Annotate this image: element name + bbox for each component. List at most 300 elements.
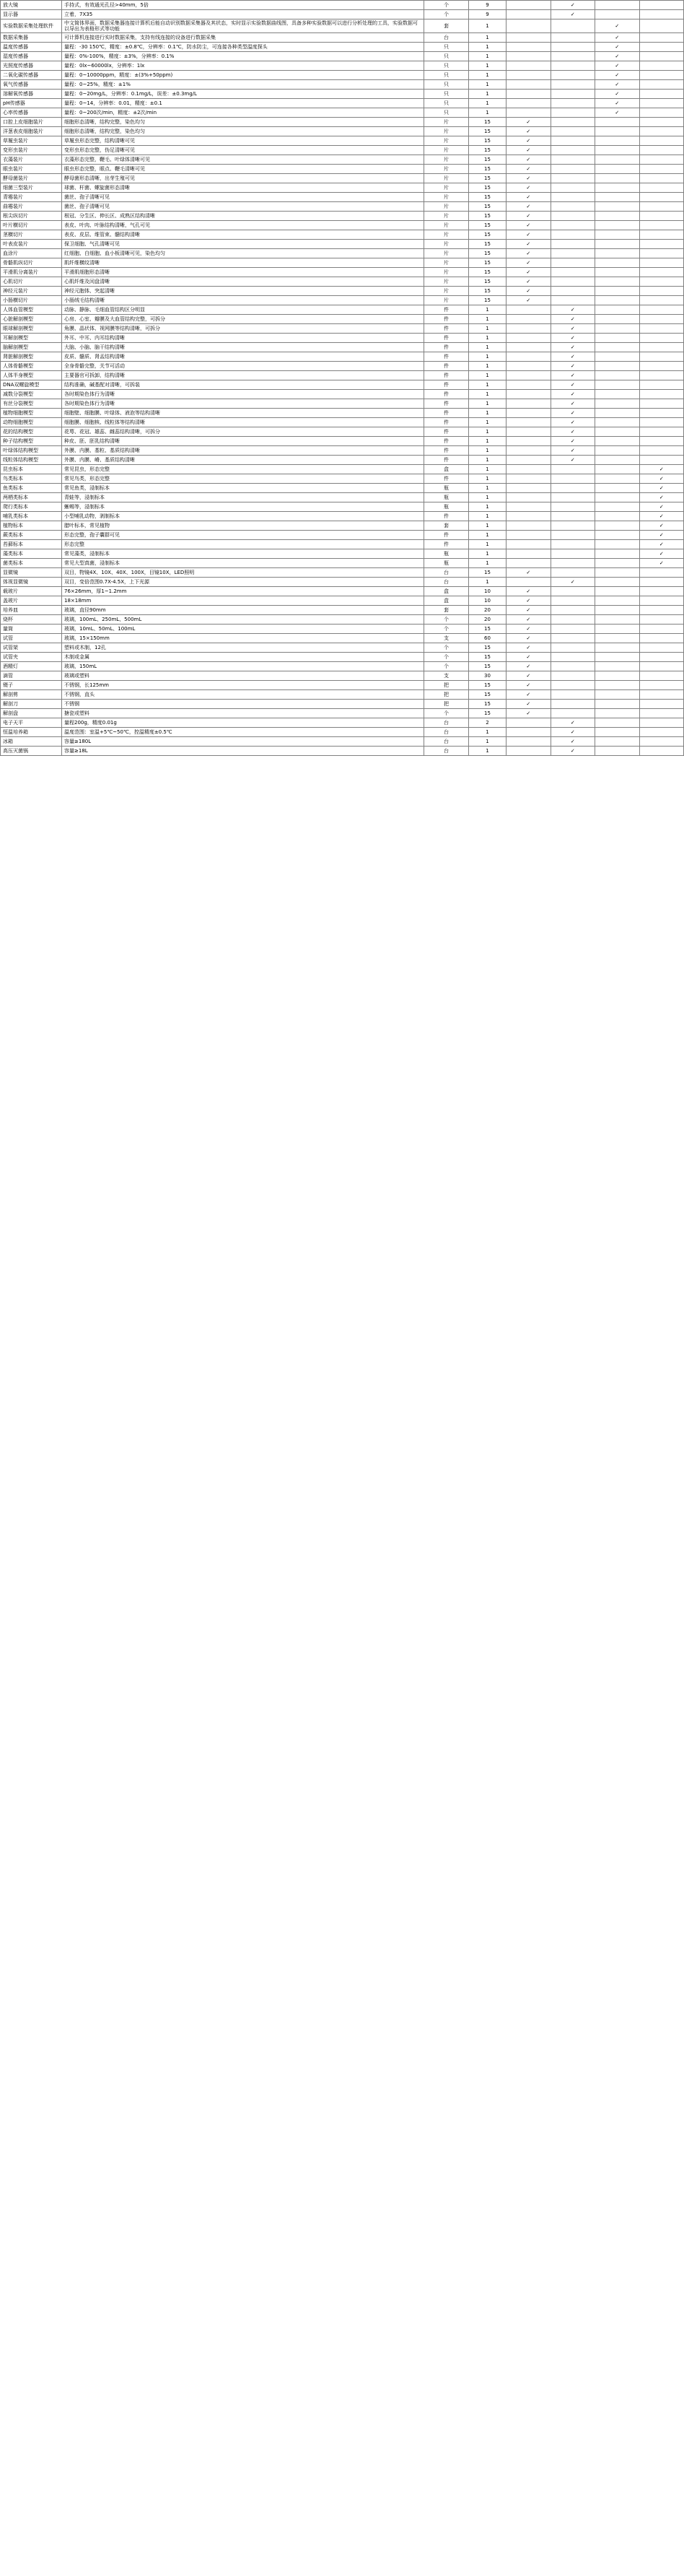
check-cell	[639, 296, 684, 305]
item-qty: 1	[469, 540, 507, 549]
item-unit: 瓶	[424, 502, 469, 512]
item-name: 蕨类标本	[1, 531, 62, 540]
check-cell	[639, 324, 684, 334]
table-row	[1, 155, 684, 165]
item-qty: 1	[469, 456, 507, 465]
check-cell	[595, 19, 640, 33]
check-cell	[551, 33, 595, 43]
check-cell	[507, 1, 551, 10]
item-spec: 花萼、花冠、雄蕊、雌蕊结构清晰，可拆分	[62, 427, 424, 437]
item-spec: 搪瓷或塑料	[62, 709, 424, 718]
check-cell	[507, 202, 551, 212]
check-cell	[551, 343, 595, 352]
check-mark-icon: ✓	[659, 485, 664, 491]
item-name: 衣藻装片	[1, 155, 62, 165]
item-spec: 神经元胞体、突起清晰	[62, 287, 424, 296]
check-cell	[507, 146, 551, 155]
check-mark-icon: ✓	[659, 495, 664, 500]
check-cell	[551, 718, 595, 728]
check-mark-icon: ✓	[570, 335, 575, 341]
check-cell	[595, 52, 640, 61]
item-spec: 小型哺乳动物，剥制标本	[62, 512, 424, 521]
check-mark-icon: ✓	[526, 129, 531, 134]
check-mark-icon: ✓	[526, 232, 531, 238]
check-mark-icon: ✓	[526, 185, 531, 191]
check-cell	[507, 305, 551, 315]
check-cell	[551, 559, 595, 568]
check-cell	[551, 465, 595, 474]
check-mark-icon: ✓	[526, 682, 531, 688]
check-cell	[551, 587, 595, 596]
item-unit: 件	[424, 343, 469, 352]
item-name: 鱼类标本	[1, 484, 62, 493]
check-cell	[639, 643, 684, 653]
check-cell	[639, 737, 684, 747]
check-cell	[507, 493, 551, 502]
check-mark-icon: ✓	[570, 457, 575, 463]
check-mark-icon: ✓	[526, 213, 531, 219]
item-unit: 件	[424, 456, 469, 465]
check-cell	[507, 728, 551, 737]
check-cell	[551, 700, 595, 709]
item-qty: 15	[469, 240, 507, 249]
check-mark-icon: ✓	[526, 157, 531, 162]
check-cell	[551, 80, 595, 90]
check-cell	[595, 268, 640, 277]
check-cell	[595, 653, 640, 662]
item-qty: 20	[469, 615, 507, 625]
check-cell	[507, 418, 551, 427]
item-name: 洋葱表皮细胞装片	[1, 127, 62, 136]
item-unit: 个	[424, 662, 469, 671]
item-qty: 15	[469, 296, 507, 305]
item-qty: 15	[469, 193, 507, 202]
check-cell	[595, 146, 640, 155]
check-cell	[595, 136, 640, 146]
check-cell	[595, 465, 640, 474]
check-mark-icon: ✓	[526, 692, 531, 697]
item-spec: 动脉、静脉、毛细血管结构区分明显	[62, 305, 424, 315]
check-cell	[639, 33, 684, 43]
item-name: 解剖刀	[1, 700, 62, 709]
item-qty: 15	[469, 127, 507, 136]
item-spec: 平滑肌细胞形态清晰	[62, 268, 424, 277]
check-cell	[551, 10, 595, 19]
check-cell	[639, 578, 684, 587]
item-spec: 蜥蜴等，浸制标本	[62, 502, 424, 512]
check-cell	[595, 615, 640, 625]
check-cell	[639, 531, 684, 540]
check-cell	[595, 352, 640, 362]
item-spec: 量程：0~200次/min，精度：±2次/min	[62, 108, 424, 118]
item-unit: 件	[424, 315, 469, 324]
item-name: 鸟类标本	[1, 474, 62, 484]
check-cell	[595, 127, 640, 136]
item-name: 线粒体结构模型	[1, 456, 62, 465]
table-row	[1, 437, 684, 446]
check-cell	[595, 99, 640, 108]
check-cell	[551, 258, 595, 268]
check-cell	[595, 324, 640, 334]
item-unit: 支	[424, 671, 469, 681]
item-unit: 只	[424, 43, 469, 52]
item-spec: 菌丝、孢子清晰可见	[62, 202, 424, 212]
table-row	[1, 662, 684, 671]
check-cell	[551, 90, 595, 99]
item-name: 花的结构模型	[1, 427, 62, 437]
check-cell	[639, 305, 684, 315]
table-row	[1, 352, 684, 362]
item-qty: 1	[469, 559, 507, 568]
check-cell	[507, 352, 551, 362]
item-qty: 1	[469, 446, 507, 456]
check-cell	[551, 484, 595, 493]
item-unit: 个	[424, 615, 469, 625]
item-spec: 立着，7X35	[62, 10, 424, 19]
item-unit: 瓶	[424, 484, 469, 493]
check-cell	[595, 596, 640, 606]
item-qty: 10	[469, 596, 507, 606]
item-spec: 中文简体界面，数据采集器连接计算机后能自动识别数据采集器及其状态，实时显示实验数据曲线图，具备多种实验数据可以进行分析处理的工具，实验数据可以导出为表格形式等功能	[62, 19, 424, 33]
check-cell	[595, 690, 640, 700]
check-cell	[551, 437, 595, 446]
check-cell	[639, 258, 684, 268]
item-name: DNA双螺旋模型	[1, 380, 62, 390]
table-row	[1, 718, 684, 728]
check-cell	[595, 484, 640, 493]
check-mark-icon: ✓	[570, 12, 575, 17]
table-row	[1, 334, 684, 343]
check-cell	[551, 671, 595, 681]
check-cell	[507, 165, 551, 174]
check-mark-icon: ✓	[659, 523, 664, 528]
item-qty: 15	[469, 287, 507, 296]
check-cell	[551, 155, 595, 165]
item-name: 解剖剪	[1, 690, 62, 700]
table-row	[1, 315, 684, 324]
check-cell	[551, 625, 595, 634]
item-spec: 皮质、髓质、肾盂结构清晰	[62, 352, 424, 362]
item-unit: 片	[424, 287, 469, 296]
item-spec: 常见昆虫，形态完整	[62, 465, 424, 474]
item-qty: 1	[469, 61, 507, 71]
item-spec: 保卫细胞、气孔清晰可见	[62, 240, 424, 249]
check-cell	[507, 671, 551, 681]
check-cell	[507, 634, 551, 643]
item-spec: 外耳、中耳、内耳结构清晰	[62, 334, 424, 343]
table-row	[1, 615, 684, 625]
check-cell	[639, 399, 684, 409]
check-cell	[639, 249, 684, 258]
check-cell	[551, 399, 595, 409]
item-unit: 只	[424, 99, 469, 108]
check-cell	[507, 80, 551, 90]
item-unit: 件	[424, 409, 469, 418]
table-row	[1, 19, 684, 33]
table-row	[1, 606, 684, 615]
check-mark-icon: ✓	[615, 44, 620, 50]
item-spec: 菌丝、孢子清晰可见	[62, 193, 424, 202]
check-mark-icon: ✓	[659, 466, 664, 472]
item-unit: 只	[424, 80, 469, 90]
check-cell	[639, 418, 684, 427]
check-cell	[507, 690, 551, 700]
check-cell	[507, 446, 551, 456]
check-cell	[595, 108, 640, 118]
check-cell	[639, 155, 684, 165]
check-cell	[639, 371, 684, 380]
item-unit: 瓶	[424, 559, 469, 568]
check-cell	[551, 568, 595, 578]
table-row	[1, 512, 684, 521]
table-row	[1, 409, 684, 418]
item-unit: 个	[424, 653, 469, 662]
table-row	[1, 193, 684, 202]
item-spec: 木制或金属	[62, 653, 424, 662]
check-cell	[507, 718, 551, 728]
item-name: 口腔上皮细胞装片	[1, 118, 62, 127]
table-row	[1, 146, 684, 155]
item-spec: 心房、心室、瓣膜及大血管结构完整，可拆分	[62, 315, 424, 324]
check-cell	[639, 521, 684, 531]
check-cell	[595, 315, 640, 324]
check-cell	[639, 484, 684, 493]
check-cell	[507, 249, 551, 258]
check-cell	[551, 324, 595, 334]
check-mark-icon: ✓	[659, 560, 664, 566]
item-name: 温度传感器	[1, 43, 62, 52]
check-cell	[551, 427, 595, 437]
item-unit: 台	[424, 33, 469, 43]
item-spec: 不锈钢	[62, 700, 424, 709]
item-spec: 眼虫形态完整，眼点、鞭毛清晰可见	[62, 165, 424, 174]
item-qty: 15	[469, 268, 507, 277]
table-row	[1, 258, 684, 268]
check-cell	[595, 521, 640, 531]
table-row	[1, 465, 684, 474]
check-cell	[639, 587, 684, 596]
item-name: 神经元装片	[1, 287, 62, 296]
check-mark-icon: ✓	[615, 82, 620, 87]
check-cell	[639, 681, 684, 690]
item-qty: 15	[469, 709, 507, 718]
check-mark-icon: ✓	[615, 53, 620, 59]
item-name: 放大镜	[1, 1, 62, 10]
check-cell	[507, 71, 551, 80]
check-cell	[551, 502, 595, 512]
table-row	[1, 399, 684, 409]
item-name: 显微镜	[1, 568, 62, 578]
item-spec: 肌纤维横纹清晰	[62, 258, 424, 268]
item-spec: 酵母菌形态清晰，出芽生殖可见	[62, 174, 424, 183]
check-cell	[507, 653, 551, 662]
check-mark-icon: ✓	[570, 448, 575, 453]
check-mark-icon: ✓	[570, 344, 575, 350]
check-cell	[551, 615, 595, 625]
check-cell	[551, 728, 595, 737]
check-cell	[551, 71, 595, 80]
check-cell	[551, 221, 595, 230]
check-cell	[507, 549, 551, 559]
table-row	[1, 165, 684, 174]
check-cell	[551, 136, 595, 146]
item-unit: 片	[424, 118, 469, 127]
table-row	[1, 212, 684, 221]
item-unit: 件	[424, 371, 469, 380]
table-row	[1, 700, 684, 709]
check-mark-icon: ✓	[615, 35, 620, 40]
check-mark-icon: ✓	[570, 2, 575, 8]
check-cell	[639, 671, 684, 681]
check-mark-icon: ✓	[526, 607, 531, 613]
check-cell	[595, 606, 640, 615]
item-spec: 外膜、内膜、基粒、基质结构清晰	[62, 446, 424, 456]
check-cell	[551, 212, 595, 221]
check-mark-icon: ✓	[570, 438, 575, 444]
check-cell	[595, 728, 640, 737]
item-unit: 台	[424, 747, 469, 756]
check-cell	[639, 136, 684, 146]
item-unit: 套	[424, 19, 469, 33]
item-qty: 1	[469, 474, 507, 484]
table-row	[1, 371, 684, 380]
check-cell	[595, 559, 640, 568]
check-cell	[639, 315, 684, 324]
check-cell	[639, 437, 684, 446]
table-row	[1, 136, 684, 146]
check-mark-icon: ✓	[570, 729, 575, 735]
item-name: 人体骨骼模型	[1, 362, 62, 371]
item-spec: 结构准确，碱基配对清晰，可拆装	[62, 380, 424, 390]
check-cell	[595, 296, 640, 305]
item-qty: 1	[469, 409, 507, 418]
check-cell	[639, 747, 684, 756]
check-cell	[507, 521, 551, 531]
check-cell	[639, 193, 684, 202]
check-cell	[507, 437, 551, 446]
check-cell	[639, 559, 684, 568]
item-name: 氧气传感器	[1, 80, 62, 90]
item-qty: 1	[469, 334, 507, 343]
check-cell	[507, 399, 551, 409]
check-cell	[639, 127, 684, 136]
check-cell	[551, 118, 595, 127]
table-row	[1, 549, 684, 559]
table-row	[1, 737, 684, 747]
check-cell	[639, 268, 684, 277]
item-name: 人体血管模型	[1, 305, 62, 315]
item-name: 心脏解剖模型	[1, 315, 62, 324]
item-qty: 15	[469, 700, 507, 709]
item-spec: 玻璃或塑料	[62, 671, 424, 681]
check-cell	[639, 512, 684, 521]
item-unit: 片	[424, 258, 469, 268]
item-unit: 台	[424, 728, 469, 737]
table-row	[1, 52, 684, 61]
check-mark-icon: ✓	[659, 551, 664, 557]
item-name: 叶表皮装片	[1, 240, 62, 249]
item-qty: 10	[469, 587, 507, 596]
check-mark-icon: ✓	[526, 175, 531, 181]
item-unit: 只	[424, 71, 469, 80]
item-name: 光照度传感器	[1, 61, 62, 71]
item-qty: 1	[469, 80, 507, 90]
check-cell	[639, 549, 684, 559]
check-cell	[595, 718, 640, 728]
table-row	[1, 427, 684, 437]
check-mark-icon: ✓	[615, 91, 620, 97]
item-spec: 大脑、小脑、脑干结构清晰	[62, 343, 424, 352]
item-name: 叶片横切片	[1, 221, 62, 230]
item-qty: 1	[469, 484, 507, 493]
check-cell	[595, 174, 640, 183]
check-cell	[639, 625, 684, 634]
item-qty: 15	[469, 155, 507, 165]
table-row	[1, 90, 684, 99]
item-qty: 1	[469, 371, 507, 380]
item-name: 数据采集器	[1, 33, 62, 43]
item-name: 试管架	[1, 643, 62, 653]
check-cell	[595, 446, 640, 456]
item-qty: 15	[469, 653, 507, 662]
check-cell	[551, 43, 595, 52]
item-unit: 只	[424, 90, 469, 99]
item-name: 叶绿体结构模型	[1, 446, 62, 456]
item-spec: 量程：0~10000ppm，精度：±(3%+50ppm)	[62, 71, 424, 80]
item-qty: 15	[469, 202, 507, 212]
check-cell	[507, 390, 551, 399]
item-unit: 瓶	[424, 549, 469, 559]
check-cell	[639, 10, 684, 19]
check-cell	[595, 343, 640, 352]
check-cell	[595, 221, 640, 230]
check-cell	[551, 531, 595, 540]
check-cell	[639, 71, 684, 80]
check-cell	[595, 249, 640, 258]
check-mark-icon: ✓	[526, 119, 531, 125]
item-spec: 草履虫形态完整，结构清晰可见	[62, 136, 424, 146]
check-cell	[639, 165, 684, 174]
check-cell	[551, 127, 595, 136]
item-spec: 常见大型真菌，浸制标本	[62, 559, 424, 568]
check-cell	[595, 662, 640, 671]
table-row	[1, 118, 684, 127]
item-qty: 15	[469, 662, 507, 671]
check-cell	[595, 643, 640, 653]
check-cell	[551, 747, 595, 756]
check-cell	[507, 559, 551, 568]
check-cell	[507, 212, 551, 221]
item-qty: 15	[469, 174, 507, 183]
item-name: 肾脏解剖模型	[1, 352, 62, 362]
item-qty: 15	[469, 681, 507, 690]
check-mark-icon: ✓	[570, 363, 575, 369]
item-spec: 玻璃，150mL	[62, 662, 424, 671]
item-spec: 形态完整	[62, 540, 424, 549]
check-cell	[639, 343, 684, 352]
item-qty: 1	[469, 549, 507, 559]
item-name: 实验数据采集处理软件	[1, 19, 62, 33]
check-cell	[551, 549, 595, 559]
table-row	[1, 33, 684, 43]
check-cell	[507, 568, 551, 578]
item-unit: 片	[424, 230, 469, 240]
item-unit: 片	[424, 202, 469, 212]
item-spec: 玻璃，15×150mm	[62, 634, 424, 643]
item-unit: 件	[424, 352, 469, 362]
item-unit: 件	[424, 380, 469, 390]
item-spec: 小肠绒毛结构清晰	[62, 296, 424, 305]
